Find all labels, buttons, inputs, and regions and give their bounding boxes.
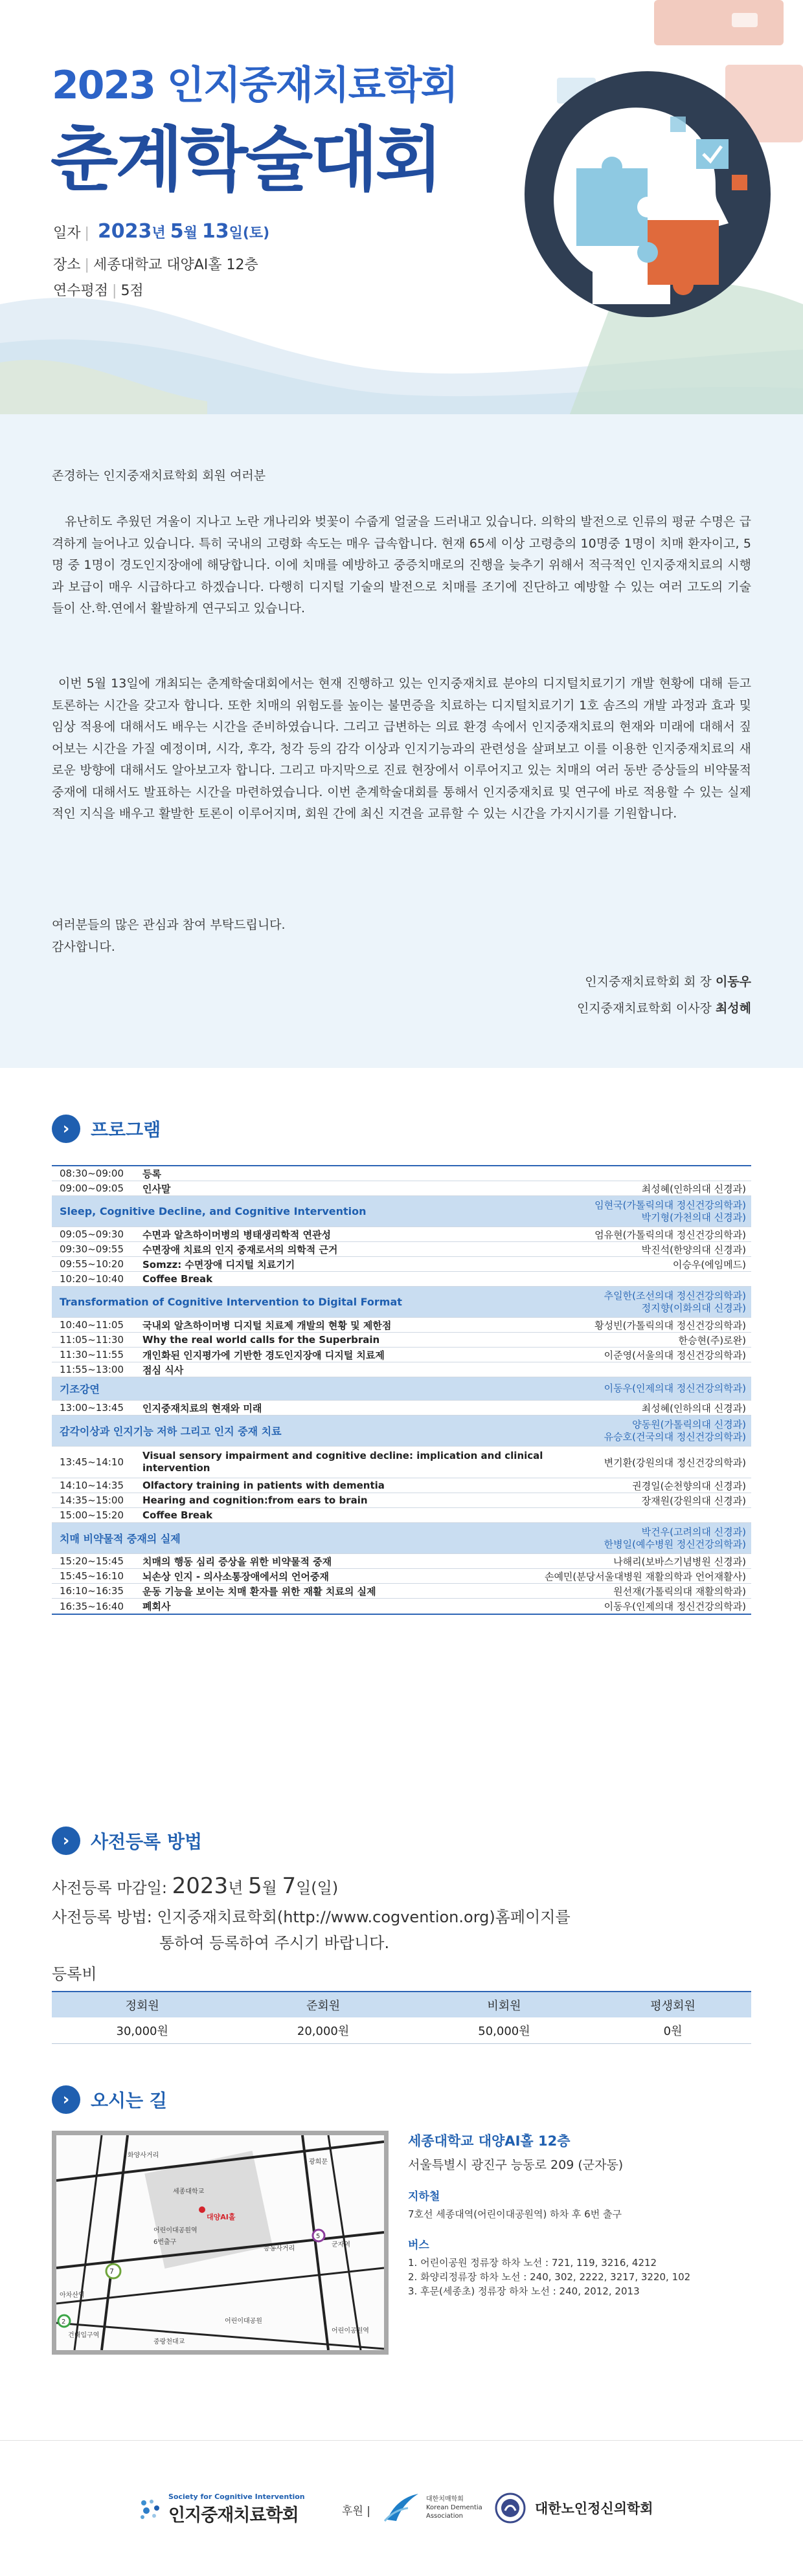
- program-speaker: [632, 1479, 751, 1493]
- letter-paragraph-2: 이번 5월 13일에 개최되는 춘계학술대회에서는 현재 진행하고 있는 인지중재치료 분야의 디지털치료기기 개발 현황에 대해 듣고 토론하는 시간을 갖고자 합니다. 또한 치매의 위험도를 높이는 불면증을 치료하는 디지털치료기기 1호 솜즈의 개발 과정과 효과 및 임상 적용에 대해서도 배우는 시간을 준비하였습니다. 그리고 급변하는 의료 환경 속에서 인지중재치료의 현재와 미래에 대해서 짚어보는 시간을 가질 예정이며, 시각, 후각, 청각 등의 감각 이상과 인지기능과의 관련성을 살펴보고 이를 이용한 인지중재치료의 새로운 방향에 대해서도 알아보고자 합니다. 그리고 마지막으로 진료 현장에서 이루어지고 있는 치매의 여러 동반 증상들의 비약물적 중재에 대해서도 발표하는 시간을 마련하였습니다. 이번 춘계학술대회를 통해서 인지중재치료 및 연구에 바로 적용할 수 있는 실제적인 지식을 배우고 활발한 토론이 이루어지며, 회원 간에 최신 지견을 교류할 수 있는 시간을 가지시기를 기원합니다.: [52, 676, 751, 821]
- program-time: 15:00~15:20: [60, 1509, 124, 1521]
- program-row: [52, 1257, 751, 1272]
- speaker-name: 박건우(고려의대 신경과): [641, 1526, 746, 1538]
- program-row: [52, 1401, 751, 1416]
- session-title: 치매 비약물적 중재의 실제: [60, 1533, 181, 1545]
- bus-route: 1. 어린이공원 정류장 하차 노선 : 721, 119, 3216, 4212: [408, 2257, 657, 2269]
- session-title: 감각이상과 인지기능 저하 그리고 인지 중재 치료: [60, 1425, 282, 1438]
- speaker-name: 박기형(가천의대 신경과): [641, 1211, 746, 1223]
- program-speaker: [679, 1333, 752, 1347]
- subway-label: 지하철: [408, 2190, 440, 2203]
- letter-paragraph-1: 유난히도 추웠던 겨울이 지나고 노란 개나리와 벚꽃이 수줍게 얼굴을 드러내고 있습니다. 의학의 발전으로 인류의 평균 수명은 급격하게 늘어나고 있습니다. 특히 국내의 고령화 속도는 매우 급속합니다. 현재 65세 이상 고령층의 10명중 1명이 치매 환자이고, 5명 중 1명이 경도인지장애에 해당합니다. 이에 치매를 예방하고 중증치매로의 진행을 늦추기 위해서 적극적인 인지중재치료의 시행과 보급이 매우 시급하다고 하겠습니다. 다행히 디지털 기술의 발전으로 치매를 조기에 진단하고 예방할 수 있는 여러 고도의 기술들이 산.학.연에서 활발하게 연구되고 있습니다.: [52, 515, 751, 616]
- program-row: [52, 1447, 751, 1478]
- subway-info: 7호선 세종대역(어린이대공원역) 하차 후 6번 출구: [408, 2208, 622, 2220]
- program-row: [52, 1554, 751, 1569]
- program-speaker: [604, 1348, 751, 1362]
- program-speaker: [604, 1599, 751, 1613]
- program-time: 11:05~11:30: [60, 1334, 124, 1346]
- fee-regular: 30,000원: [52, 2017, 232, 2043]
- chevron-right-icon: ›: [52, 2085, 80, 2114]
- map-label: 군자역: [332, 2241, 350, 2248]
- society-logo: [137, 2493, 305, 2526]
- letter-closing-thanks: 감사합니다.: [52, 940, 115, 954]
- speaker-name: 추일한(조선의대 정신건강의학과): [604, 1289, 746, 1302]
- program-row: [52, 1333, 751, 1348]
- program-time: 09:30~09:55: [60, 1243, 124, 1255]
- event-date: 일자 | 2023년 5월 13일(토): [53, 220, 270, 243]
- directions-title: 오시는 길: [91, 2090, 167, 2111]
- program-speaker: [613, 1555, 751, 1568]
- program-row: [52, 1584, 751, 1599]
- speaker-name: 임현국(가톨릭의대 정신건강의학과): [594, 1199, 746, 1211]
- program-time: 10:40~11:05: [60, 1319, 124, 1331]
- registration-method-line2: 통하여 등록하여 주시기 바랍니다.: [159, 1934, 390, 1952]
- geriatric-psychiatry-logo: [495, 2493, 653, 2524]
- program-time: 09:00~09:05: [60, 1183, 124, 1194]
- program-speaker: [673, 1258, 751, 1271]
- program-title: 치매의 행동 심리 증상을 위한 비약물적 중재: [142, 1555, 332, 1568]
- program-time: 10:20~10:40: [60, 1273, 124, 1285]
- fee-header-lifetime: 평생회원: [594, 1992, 751, 2017]
- map-label: 중랑천대교: [153, 2338, 185, 2346]
- map-label: 어린이대공원역: [153, 2227, 198, 2234]
- signature-chairman: 인지중재치료학회 이사장 최성혜: [576, 1001, 751, 1016]
- fee-header-regular: 정회원: [52, 1992, 232, 2017]
- program-speaker: [642, 1182, 751, 1195]
- speaker-name: 변기환(강원의대 정신건강의학과): [604, 1456, 746, 1469]
- map-label: 화양사거리: [128, 2152, 159, 2159]
- map-label-venue: 대양AI홀: [207, 2213, 236, 2221]
- speaker-name: 원선재(가톨릭의대 재활의학과): [613, 1585, 746, 1597]
- chevron-right-icon: ›: [52, 1115, 80, 1143]
- letter-greeting: 존경하는 인지중재치료학회 회원 여러분: [52, 469, 266, 483]
- program-title: 국내외 알츠하이머병 디지털 치료제 개발의 현황 및 제한점: [142, 1319, 392, 1331]
- program-row: [52, 1227, 751, 1242]
- sponsor-label: 후원 |: [342, 2505, 370, 2518]
- bus-route: 3. 후문(세종초) 정류장 하차 노선 : 240, 2012, 2013: [408, 2285, 640, 2297]
- program-title: 개인화된 인지평가에 기반한 경도인지장애 디지털 치료제: [142, 1349, 385, 1361]
- program-session-row: [52, 1196, 751, 1227]
- signature-president: 인지중재치료학회 회 장 이동우: [585, 975, 751, 989]
- swoosh-logo-icon: [382, 2491, 421, 2524]
- program-title: Olfactory training in patients with dementia: [142, 1480, 385, 1491]
- dementia-association-logo: 대한치매학회 Korean Dementia Association: [382, 2491, 482, 2524]
- speaker-name: 권경일(순천향의대 신경과): [632, 1480, 746, 1492]
- speaker-name: 장재원(강원의대 신경과): [641, 1494, 746, 1507]
- program-title: 점심 식사: [142, 1364, 184, 1376]
- map-line2-marker: 2: [62, 2318, 66, 2326]
- fee-label: 등록비: [52, 1965, 97, 1983]
- program-row: [52, 1348, 751, 1362]
- map-label: 어린이대공원: [225, 2318, 262, 2325]
- map-label: 6번출구: [153, 2239, 177, 2246]
- fee-header-associate: 준회원: [232, 1992, 413, 2017]
- letter-closing-request: 여러분들의 많은 관심과 참여 부탁드립니다.: [52, 918, 286, 932]
- bus-info: [408, 2256, 758, 2298]
- program-speaker: [604, 1416, 751, 1446]
- session-title: Transformation of Cognitive Intervention to Digital Format: [60, 1296, 402, 1308]
- program-title: 인사말: [142, 1183, 171, 1195]
- program-speaker: [594, 1318, 751, 1332]
- map-label: 어린이공원역: [332, 2327, 369, 2335]
- program-speaker: [642, 1243, 751, 1256]
- fee-value-row: [52, 2017, 751, 2043]
- program-title: 수면과 알츠하이머병의 병태생리학적 연관성: [142, 1228, 331, 1241]
- program-row: [52, 1493, 751, 1508]
- fee-associate: 20,000원: [232, 2017, 413, 2043]
- geriatric-psychiatry-name: 대한노인정신의학회: [535, 2501, 653, 2516]
- registration-deadline: 사전등록 마감일: 2023년 5월 7일(일): [52, 1873, 339, 1899]
- program-time: 11:55~13:00: [60, 1364, 124, 1375]
- program-speaker: [604, 1524, 751, 1553]
- program-row: [52, 1599, 751, 1614]
- program-row: [52, 1478, 751, 1493]
- footer: [0, 2440, 803, 2576]
- event-title-line2: 춘계학술대회: [51, 120, 440, 201]
- program-time: 16:35~16:40: [60, 1600, 124, 1612]
- program-speaker: [604, 1380, 751, 1397]
- program-speaker: [594, 1197, 751, 1227]
- program-section-header: [52, 1115, 161, 1143]
- speaker-name: 박진석(한양의대 신경과): [641, 1243, 746, 1256]
- speaker-name: 엄유현(가톨릭의대 정신건강의학과): [594, 1228, 746, 1241]
- map-label: 아차산역: [60, 2292, 85, 2299]
- program-title: 프로그램: [91, 1119, 161, 1140]
- program-title: Coffee Break: [142, 1509, 213, 1521]
- program-row: [52, 1242, 751, 1257]
- society-logo-english: Society for Cognitive Intervention: [168, 2493, 305, 2501]
- event-title-line1: 2023 인지중재치료학회: [52, 63, 457, 108]
- society-logo-korean: 인지중재치료학회: [168, 2505, 299, 2526]
- map-label: 건대입구역: [68, 2332, 100, 2339]
- map-line5-marker: 5: [316, 2233, 321, 2240]
- program-row: [52, 1181, 751, 1196]
- program-title: Somzz: 수면장애 디지털 치료기기: [142, 1258, 295, 1271]
- map-line7-marker: 7: [109, 2267, 114, 2276]
- program-speaker: [642, 1401, 751, 1415]
- program-session-row: [52, 1377, 751, 1401]
- program-title: Visual sensory impairment and cognitive decline: implication and clinical intervention: [142, 1450, 543, 1474]
- program-speaker: [594, 1228, 751, 1241]
- program-row: [52, 1318, 751, 1333]
- program-title: Coffee Break: [142, 1273, 213, 1285]
- speaker-name: 나해리(보바스기념병원 신경과): [613, 1555, 746, 1568]
- program-speaker: [642, 1494, 751, 1507]
- bus-label: 버스: [408, 2239, 429, 2252]
- speaker-name: 최성혜(인하의대 신경과): [641, 1402, 746, 1414]
- fee-lifetime: 0원: [594, 2017, 751, 2043]
- location-map: [52, 2131, 389, 2355]
- speaker-name: 한승현(주)로완): [678, 1334, 746, 1346]
- map-drawing: [56, 2135, 384, 2350]
- program-time: 08:30~09:00: [60, 1168, 124, 1179]
- fee-table: [52, 1991, 751, 2044]
- program-time: 13:00~13:45: [60, 1402, 124, 1414]
- program-speaker: [604, 1456, 751, 1469]
- fee-header-nonmember: 비회원: [414, 1992, 594, 2017]
- program-title: Why the real world calls for the Superbrain: [142, 1334, 380, 1346]
- speaker-name: 한병일(예수병원 정신건강의학과): [604, 1538, 746, 1550]
- fee-header-row: [52, 1992, 751, 2017]
- speaker-name: 유승호(건국의대 정신건강의학과): [604, 1430, 746, 1443]
- speaker-name: 최성혜(인하의대 신경과): [641, 1183, 746, 1195]
- program-time: 13:45~14:10: [60, 1456, 124, 1468]
- program-title: 인지중재치료의 현재와 미래: [142, 1402, 262, 1414]
- program-speaker: [613, 1584, 751, 1598]
- program-session-row: [52, 1287, 751, 1318]
- program-title: Hearing and cognition:from ears to brain: [142, 1494, 368, 1506]
- session-title: 기조강연: [60, 1383, 100, 1395]
- event-place: 장소 | 세종대학교 대양AI홀 12층: [53, 257, 258, 273]
- program-row: [52, 1508, 751, 1523]
- speaker-name: 이승우(에임메드): [672, 1258, 746, 1271]
- program-time: 09:05~09:30: [60, 1228, 124, 1240]
- program-speaker: [604, 1287, 751, 1317]
- speaker-name: 이동우(인제의대 정신건강의학과): [604, 1601, 746, 1612]
- directions-info: [408, 2131, 758, 2298]
- hero-banner: [0, 0, 803, 414]
- program-row: [52, 1166, 751, 1181]
- venue-address: 서울특별시 광진구 능동로 209 (군자동): [408, 2158, 624, 2172]
- map-label: 세종대학교: [173, 2188, 205, 2195]
- chevron-right-icon: ›: [52, 1827, 80, 1855]
- registration-section-header: [52, 1827, 202, 1855]
- program-title: 등록: [142, 1168, 161, 1180]
- program-title: 수면장애 치료의 인지 중재로서의 의학적 근거: [142, 1243, 338, 1256]
- program-title: 뇌손상 인지 - 의사소통장애에서의 언어중재: [142, 1570, 329, 1582]
- program-time: 15:20~15:45: [60, 1555, 124, 1567]
- bus-route: 2. 화양리정류장 하차 노선 : 240, 302, 2222, 3217, 3220, 102: [408, 2271, 691, 2283]
- program-time: 14:10~14:35: [60, 1480, 124, 1491]
- registration-title: 사전등록 방법: [91, 1831, 203, 1852]
- dots-logo-icon: [137, 2496, 163, 2522]
- event-credit: 연수평점 | 5점: [53, 283, 144, 299]
- program-session-row: [52, 1523, 751, 1554]
- program-time: 15:45~16:10: [60, 1570, 124, 1582]
- program-speaker: [545, 1570, 751, 1583]
- program-time: 14:35~15:00: [60, 1494, 124, 1506]
- registration-method-line1: 사전등록 방법: 인지중재치료학회(http://www.cogvention.org)홈페이지를: [52, 1908, 571, 1926]
- program-row: [52, 1362, 751, 1377]
- map-label: 광희문: [309, 2159, 328, 2166]
- program-time: 09:55~10:20: [60, 1258, 124, 1270]
- program-time: 11:30~11:55: [60, 1349, 124, 1360]
- speaker-name: 양동원(가톨릭의대 신경과): [632, 1418, 746, 1430]
- head-puzzle-illustration: [453, 0, 803, 362]
- venue-name: 세종대학교 대양AI홀 12층: [408, 2133, 571, 2149]
- welcome-letter: [0, 414, 803, 1068]
- directions-section-header: [52, 2085, 167, 2114]
- session-title: Sleep, Cognitive Decline, and Cognitive Intervention: [60, 1205, 367, 1217]
- speaker-name: 손예민(분당서울대병원 재활의학과 언어재활사): [544, 1570, 746, 1582]
- program-time: 16:10~16:35: [60, 1585, 124, 1597]
- map-label: 능동사거리: [264, 2245, 295, 2252]
- speaker-name: 이동우(인제의대 정신건강의학과): [604, 1382, 746, 1394]
- fee-nonmember: 50,000원: [414, 2017, 594, 2043]
- program-session-row: [52, 1416, 751, 1447]
- speaker-name: 정지향(이화의대 신경과): [641, 1302, 746, 1314]
- emblem-logo-icon: [495, 2493, 526, 2524]
- program-row: [52, 1272, 751, 1287]
- program-title: 운동 기능을 보이는 치매 환자를 위한 재활 치료의 실제: [142, 1585, 376, 1597]
- program-table: [52, 1165, 751, 1615]
- speaker-name: 황성빈(가톨릭의대 정신건강의학과): [594, 1319, 746, 1331]
- speaker-name: 이준영(서울의대 정신건강의학과): [604, 1349, 746, 1361]
- program-title: 폐회사: [142, 1601, 171, 1612]
- program-row: [52, 1569, 751, 1584]
